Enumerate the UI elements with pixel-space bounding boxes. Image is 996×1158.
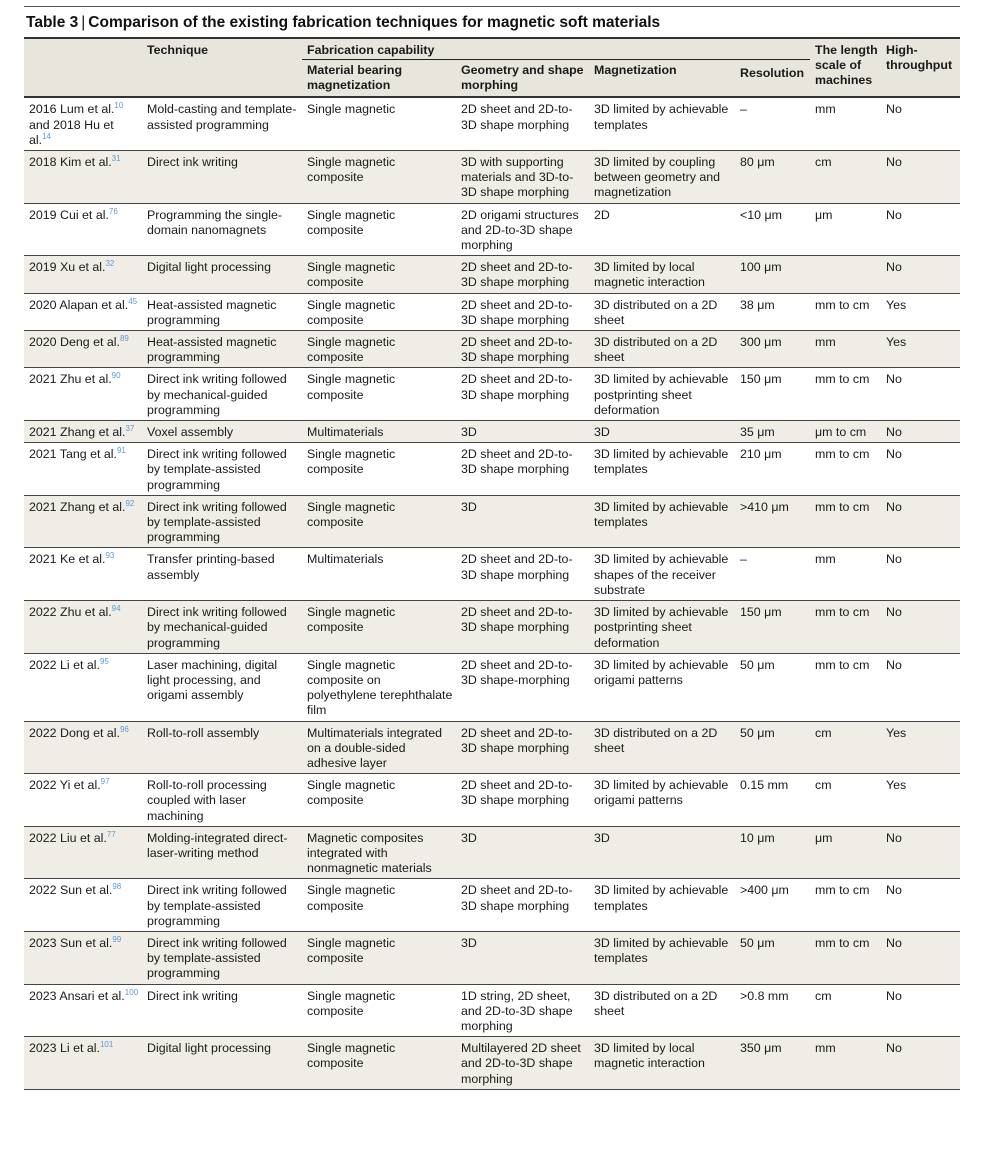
cell-resolution: 350 μm xyxy=(735,1037,810,1090)
cell-resolution: 150 μm xyxy=(735,601,810,654)
citation-number: 14 xyxy=(42,131,51,141)
cell-reference xyxy=(24,721,142,774)
cell-magnetization: 3D limited by achievable templates xyxy=(589,495,735,548)
reference-text: 2021 Tang et al. xyxy=(29,447,117,462)
table-row xyxy=(24,421,960,443)
cell-technique: Direct ink writing followed by template-assisted programming xyxy=(142,495,302,548)
cell-magnetization: 3D limited by local magnetic interaction xyxy=(589,1037,735,1090)
cell-geometry: 2D sheet and 2D-to-3D shape morphing xyxy=(456,879,589,932)
comparison-table xyxy=(24,37,960,1090)
cell-material: Single magnetic composite xyxy=(302,495,456,548)
cell-reference xyxy=(24,826,142,879)
cell-length-scale: mm to cm xyxy=(810,653,881,721)
cell-reference xyxy=(24,601,142,654)
cell-resolution: 80 μm xyxy=(735,151,810,204)
cell-magnetization: 3D limited by achievable origami patterns xyxy=(589,774,735,827)
cell-length-scale: mm to cm xyxy=(810,601,881,654)
cell-throughput: No xyxy=(881,368,960,421)
table-row xyxy=(24,1037,960,1090)
citation-number: 92 xyxy=(125,498,135,508)
cell-magnetization: 3D limited by local magnetic interaction xyxy=(589,256,735,293)
cell-magnetization: 3D distributed on a 2D sheet xyxy=(589,331,735,368)
header-throughput: High-throughput xyxy=(881,38,960,97)
cell-magnetization: 3D limited by coupling between geometry and magnetization xyxy=(589,151,735,204)
cell-technique: Voxel assembly xyxy=(142,421,302,443)
cell-throughput: Yes xyxy=(881,293,960,330)
cell-material: Single magnetic composite xyxy=(302,151,456,204)
cell-reference xyxy=(24,443,142,496)
cell-material: Single magnetic composite xyxy=(302,1037,456,1090)
reference-text: 2021 Zhu et al. xyxy=(29,372,112,387)
cell-magnetization: 3D distributed on a 2D sheet xyxy=(589,721,735,774)
header-geometry: Geometry and shape morphing xyxy=(456,60,589,98)
cell-length-scale: mm xyxy=(810,548,881,601)
citation-number: 97 xyxy=(100,777,110,786)
cell-length-scale xyxy=(810,256,881,293)
cell-throughput: Yes xyxy=(881,331,960,368)
citation-number: 32 xyxy=(105,259,115,269)
table-row xyxy=(24,368,960,421)
cell-technique: Laser machining, digital light processing, and origami assembly xyxy=(142,653,302,721)
cell-technique: Digital light processing xyxy=(142,256,302,293)
table-row xyxy=(24,601,960,654)
citation-number: 99 xyxy=(112,934,122,944)
citation-number: 89 xyxy=(119,333,129,343)
cell-reference xyxy=(24,879,142,932)
cell-technique: Transfer printing-based assembly xyxy=(142,548,302,601)
cell-length-scale: μm xyxy=(810,203,881,256)
cell-technique: Direct ink writing xyxy=(142,984,302,1037)
cell-resolution: 38 μm xyxy=(735,293,810,330)
cell-length-scale: cm xyxy=(810,151,881,204)
header-length-scale: The length scale of machines xyxy=(810,38,881,97)
table-row xyxy=(24,495,960,548)
reference-text: 2023 Ansari et al. xyxy=(29,988,125,1003)
cell-throughput: No xyxy=(881,1037,960,1090)
citation-number: 96 xyxy=(119,724,129,734)
citation-number: 31 xyxy=(111,153,121,163)
cell-magnetization: 3D limited by achievable templates xyxy=(589,443,735,496)
cell-material: Multimaterials xyxy=(302,548,456,601)
cell-resolution: – xyxy=(735,548,810,601)
citation-number: 77 xyxy=(106,829,116,839)
cell-reference xyxy=(24,774,142,827)
table-row xyxy=(24,879,960,932)
cell-technique: Molding-integrated direct-laser-writing method xyxy=(142,826,302,879)
cell-length-scale: mm to cm xyxy=(810,443,881,496)
cell-material: Single magnetic composite xyxy=(302,601,456,654)
citation-number: 37 xyxy=(125,423,135,433)
cell-geometry: 3D xyxy=(456,826,589,879)
cell-reference xyxy=(24,931,142,984)
header-reference xyxy=(24,38,142,97)
reference-text: 2019 Cui et al. xyxy=(29,207,109,222)
table-title-label: Table 3 xyxy=(26,14,79,31)
cell-length-scale: cm xyxy=(810,984,881,1037)
table-row xyxy=(24,548,960,601)
cell-material: Single magnetic composite xyxy=(302,368,456,421)
reference-text: 2022 Zhu et al. xyxy=(29,605,112,620)
cell-resolution: 50 μm xyxy=(735,653,810,721)
reference-text: 2023 Sun et al. xyxy=(29,935,113,950)
cell-magnetization: 3D limited by achievable postprinting sheet deformation xyxy=(589,601,735,654)
cell-technique: Roll-to-roll processing coupled with laser machining xyxy=(142,774,302,827)
cell-magnetization: 3D limited by achievable templates xyxy=(589,97,735,150)
cell-length-scale: mm to cm xyxy=(810,879,881,932)
header-technique: Technique xyxy=(142,38,302,97)
cell-throughput: No xyxy=(881,203,960,256)
cell-material: Single magnetic composite xyxy=(302,879,456,932)
cell-magnetization: 3D limited by achievable templates xyxy=(589,879,735,932)
cell-material: Single magnetic composite xyxy=(302,293,456,330)
cell-magnetization: 3D distributed on a 2D sheet xyxy=(589,984,735,1037)
cell-technique: Direct ink writing xyxy=(142,151,302,204)
cell-reference xyxy=(24,293,142,330)
cell-length-scale: mm to cm xyxy=(810,495,881,548)
cell-material: Magnetic composites integrated with nonmagnetic materials xyxy=(302,826,456,879)
cell-technique: Direct ink writing followed by mechanical-guided programming xyxy=(142,368,302,421)
cell-throughput: No xyxy=(881,97,960,150)
cell-material: Single magnetic composite xyxy=(302,203,456,256)
reference-text: 2021 Zhang et al. xyxy=(29,425,126,440)
cell-material: Single magnetic composite xyxy=(302,443,456,496)
cell-throughput: No xyxy=(881,879,960,932)
cell-length-scale: mm to cm xyxy=(810,293,881,330)
cell-resolution: 150 μm xyxy=(735,368,810,421)
cell-geometry: 2D sheet and 2D-to-3D shape morphing xyxy=(456,293,589,330)
cell-magnetization: 3D limited by achievable templates xyxy=(589,931,735,984)
cell-throughput: No xyxy=(881,984,960,1037)
cell-length-scale: mm to cm xyxy=(810,931,881,984)
cell-resolution: >0.8 mm xyxy=(735,984,810,1037)
cell-reference xyxy=(24,421,142,443)
cell-technique: Roll-to-roll assembly xyxy=(142,721,302,774)
table-row xyxy=(24,203,960,256)
cell-technique: Direct ink writing followed by mechanical-guided programming xyxy=(142,601,302,654)
cell-magnetization: 3D limited by achievable shapes of the receiver substrate xyxy=(589,548,735,601)
cell-magnetization: 3D limited by achievable origami patterns xyxy=(589,653,735,721)
cell-magnetization: 3D distributed on a 2D sheet xyxy=(589,293,735,330)
cell-geometry: 2D sheet and 2D-to-3D shape morphing xyxy=(456,368,589,421)
cell-throughput: No xyxy=(881,443,960,496)
citation-number: 101 xyxy=(99,1040,114,1050)
table-header xyxy=(24,38,960,97)
cell-technique: Mold-casting and template-assisted programming xyxy=(142,97,302,150)
cell-magnetization: 2D xyxy=(589,203,735,256)
cell-geometry: 2D sheet and 2D-to-3D shape morphing xyxy=(456,548,589,601)
table-title-separator: | xyxy=(81,14,86,31)
cell-material: Multimaterials integrated on a double-sided adhesive layer xyxy=(302,721,456,774)
cell-material: Single magnetic composite xyxy=(302,931,456,984)
table-body xyxy=(24,97,960,1089)
cell-geometry: 2D sheet and 2D-to-3D shape morphing xyxy=(456,256,589,293)
cell-throughput: No xyxy=(881,653,960,721)
cell-geometry: 2D sheet and 2D-to-3D shape-morphing xyxy=(456,653,589,721)
reference-text: 2022 Dong et al. xyxy=(29,725,120,740)
cell-throughput: No xyxy=(881,256,960,293)
cell-throughput: No xyxy=(881,601,960,654)
reference-text: 2023 Li et al. xyxy=(29,1041,100,1056)
citation-number: 91 xyxy=(116,446,126,456)
cell-reference xyxy=(24,331,142,368)
cell-reference xyxy=(24,256,142,293)
reference-text: 2022 Liu et al. xyxy=(29,830,107,845)
cell-geometry: 3D xyxy=(456,495,589,548)
header-resolution: Resolution xyxy=(735,60,810,98)
reference-text: 2022 Li et al. xyxy=(29,657,100,672)
cell-throughput: No xyxy=(881,495,960,548)
cell-magnetization: 3D limited by achievable postprinting sheet deformation xyxy=(589,368,735,421)
cell-technique: Direct ink writing followed by template-assisted programming xyxy=(142,443,302,496)
cell-material: Single magnetic composite xyxy=(302,774,456,827)
cell-geometry: 1D string, 2D sheet, and 2D-to-3D shape morphing xyxy=(456,984,589,1037)
cell-length-scale: cm xyxy=(810,721,881,774)
cell-technique: Heat-assisted magnetic programming xyxy=(142,293,302,330)
citation-number: 100 xyxy=(124,987,139,997)
table-row xyxy=(24,721,960,774)
cell-length-scale: mm xyxy=(810,1037,881,1090)
reference-text: 2022 Yi et al. xyxy=(29,778,101,793)
cell-length-scale: cm xyxy=(810,774,881,827)
table-title xyxy=(24,7,960,37)
cell-resolution: >410 μm xyxy=(735,495,810,548)
cell-resolution: >400 μm xyxy=(735,879,810,932)
cell-throughput: No xyxy=(881,421,960,443)
cell-reference xyxy=(24,1037,142,1090)
cell-geometry: 3D with supporting materials and 3D-to-3D shape morphing xyxy=(456,151,589,204)
cell-resolution: 100 μm xyxy=(735,256,810,293)
cell-material: Multimaterials xyxy=(302,421,456,443)
citation-number: 93 xyxy=(105,551,115,561)
table-row xyxy=(24,984,960,1037)
cell-magnetization: 3D xyxy=(589,826,735,879)
reference-text: 2016 Lum et al. xyxy=(29,102,115,117)
cell-reference xyxy=(24,653,142,721)
cell-material: Single magnetic composite xyxy=(302,256,456,293)
cell-technique: Direct ink writing followed by template-assisted programming xyxy=(142,931,302,984)
cell-resolution: 10 μm xyxy=(735,826,810,879)
table-title-text: Comparison of the existing fabrication techniques for magnetic soft materials xyxy=(88,14,661,31)
cell-reference xyxy=(24,203,142,256)
reference-text: 2018 Kim et al. xyxy=(29,155,112,170)
reference-text: and 2018 Hu et al. xyxy=(29,117,114,147)
cell-resolution: 50 μm xyxy=(735,931,810,984)
table-row xyxy=(24,293,960,330)
reference-text: 2021 Zhang et al. xyxy=(29,499,126,514)
cell-geometry: 2D sheet and 2D-to-3D shape morphing xyxy=(456,721,589,774)
cell-reference xyxy=(24,548,142,601)
table-row xyxy=(24,931,960,984)
cell-resolution: 35 μm xyxy=(735,421,810,443)
cell-resolution: 300 μm xyxy=(735,331,810,368)
table-row xyxy=(24,653,960,721)
cell-throughput: Yes xyxy=(881,721,960,774)
cell-geometry: Multilayered 2D sheet and 2D-to-3D shape morphing xyxy=(456,1037,589,1090)
cell-geometry: 2D sheet and 2D-to-3D shape morphing xyxy=(456,331,589,368)
table-row xyxy=(24,774,960,827)
citation-number: 45 xyxy=(128,296,138,306)
table-row xyxy=(24,443,960,496)
header-magnetization: Magnetization xyxy=(589,60,735,98)
cell-reference xyxy=(24,495,142,548)
table-row xyxy=(24,97,960,150)
table-row xyxy=(24,256,960,293)
table-row xyxy=(24,826,960,879)
cell-geometry: 3D xyxy=(456,931,589,984)
cell-geometry: 2D sheet and 2D-to-3D shape morphing xyxy=(456,443,589,496)
header-material: Material bearing magnetization xyxy=(302,60,456,98)
citation-number: 10 xyxy=(114,101,124,111)
cell-length-scale: μm xyxy=(810,826,881,879)
cell-length-scale: μm to cm xyxy=(810,421,881,443)
cell-throughput: Yes xyxy=(881,774,960,827)
cell-throughput: No xyxy=(881,151,960,204)
cell-material: Single magnetic xyxy=(302,97,456,150)
cell-material: Single magnetic composite xyxy=(302,984,456,1037)
citation-number: 98 xyxy=(112,882,122,892)
cell-length-scale: mm xyxy=(810,331,881,368)
cell-material: Single magnetic composite on polyethylene terephthalate film xyxy=(302,653,456,721)
cell-geometry: 2D sheet and 2D-to-3D shape morphing xyxy=(456,601,589,654)
cell-resolution: <10 μm xyxy=(735,203,810,256)
cell-length-scale: mm to cm xyxy=(810,368,881,421)
cell-reference xyxy=(24,984,142,1037)
citation-number: 94 xyxy=(111,603,121,613)
header-fabrication-capability: Fabrication capability xyxy=(302,38,810,60)
cell-length-scale: mm xyxy=(810,97,881,150)
table-container xyxy=(24,6,960,1090)
citation-number: 95 xyxy=(99,656,109,666)
reference-text: 2019 Xu et al. xyxy=(29,260,106,275)
cell-technique: Programming the single-domain nanomagnets xyxy=(142,203,302,256)
cell-geometry: 2D origami structures and 2D-to-3D shape morphing xyxy=(456,203,589,256)
cell-technique: Heat-assisted magnetic programming xyxy=(142,331,302,368)
table-row xyxy=(24,331,960,368)
reference-text: 2022 Sun et al. xyxy=(29,883,113,898)
reference-text: 2021 Ke et al. xyxy=(29,552,106,567)
cell-throughput: No xyxy=(881,826,960,879)
cell-geometry: 2D sheet and 2D-to-3D shape morphing xyxy=(456,97,589,150)
table-row xyxy=(24,151,960,204)
cell-technique: Direct ink writing followed by template-assisted programming xyxy=(142,879,302,932)
cell-throughput: No xyxy=(881,548,960,601)
reference-text: 2020 Deng et al. xyxy=(29,335,120,350)
cell-resolution: 50 μm xyxy=(735,721,810,774)
citation-number: 76 xyxy=(108,206,118,216)
cell-geometry: 2D sheet and 2D-to-3D shape morphing xyxy=(456,774,589,827)
cell-reference xyxy=(24,97,142,150)
cell-geometry: 3D xyxy=(456,421,589,443)
cell-magnetization: 3D xyxy=(589,421,735,443)
cell-resolution: 210 μm xyxy=(735,443,810,496)
citation-number: 90 xyxy=(111,371,121,381)
reference-text: 2020 Alapan et al. xyxy=(29,297,129,312)
cell-material: Single magnetic composite xyxy=(302,331,456,368)
cell-throughput: No xyxy=(881,931,960,984)
cell-reference xyxy=(24,151,142,204)
cell-resolution: 0.15 mm xyxy=(735,774,810,827)
cell-technique: Digital light processing xyxy=(142,1037,302,1090)
cell-reference xyxy=(24,368,142,421)
cell-resolution: – xyxy=(735,97,810,150)
